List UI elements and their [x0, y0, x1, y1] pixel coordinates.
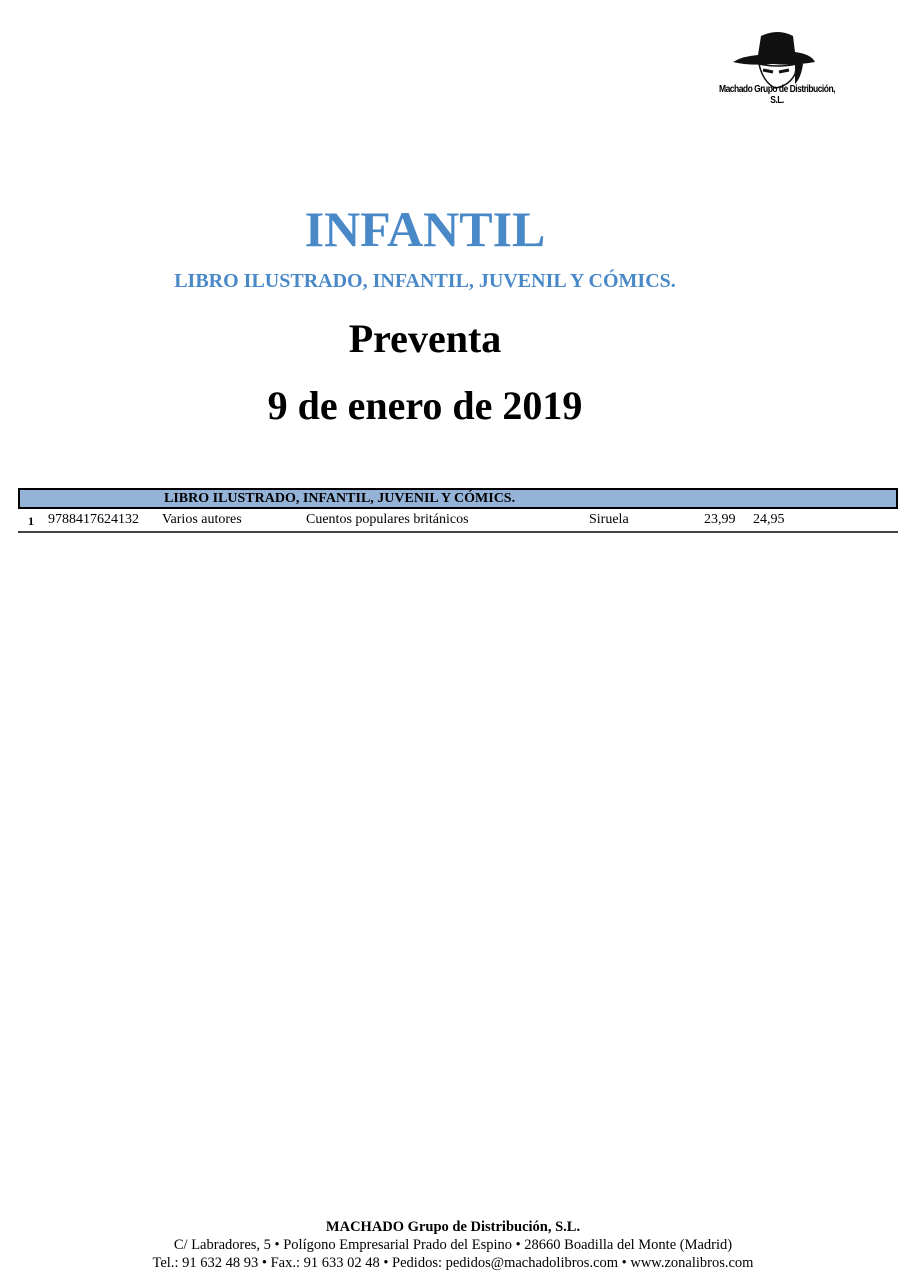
page-title: INFANTIL — [304, 201, 546, 257]
footer — [0, 1218, 906, 1272]
presale-date: 9 de enero de 2019 — [267, 383, 583, 428]
title-cell: Cuentos populares británicos — [306, 512, 469, 527]
presale-label: Preventa — [348, 316, 502, 361]
row-number: 1 — [28, 514, 34, 528]
logo-text: Machado Grupo de Distribución, S.L. — [719, 84, 835, 106]
section-title: LIBRO ILUSTRADO, INFANTIL, JUVENIL Y CÓMICS. — [164, 491, 516, 506]
footer-company: MACHADO Grupo de Distribución, S.L. — [325, 1219, 581, 1235]
page-subtitle: LIBRO ILUSTRADO, INFANTIL, JUVENIL Y CÓMICS. — [174, 270, 676, 292]
footer-contact: Tel.: 91 632 48 93 • Fax.: 91 633 02 48 • Pedidos: pedidos@machadolibros.com • www.zonalibros.com — [152, 1255, 754, 1271]
publisher-cell: Siruela — [589, 512, 629, 527]
isbn-cell: 9788417624132 — [48, 512, 139, 527]
author-cell: Varios autores — [162, 512, 242, 527]
book-table — [18, 488, 898, 533]
price-vat-cell: 24,95 — [753, 512, 785, 527]
price-cell: 23,99 — [704, 512, 736, 527]
footer-address: C/ Labradores, 5 • Polígono Empresarial Prado del Espino • 28660 Boadilla del Monte (Madrid) — [173, 1237, 733, 1253]
table-row — [18, 509, 898, 533]
section-header — [18, 488, 898, 509]
